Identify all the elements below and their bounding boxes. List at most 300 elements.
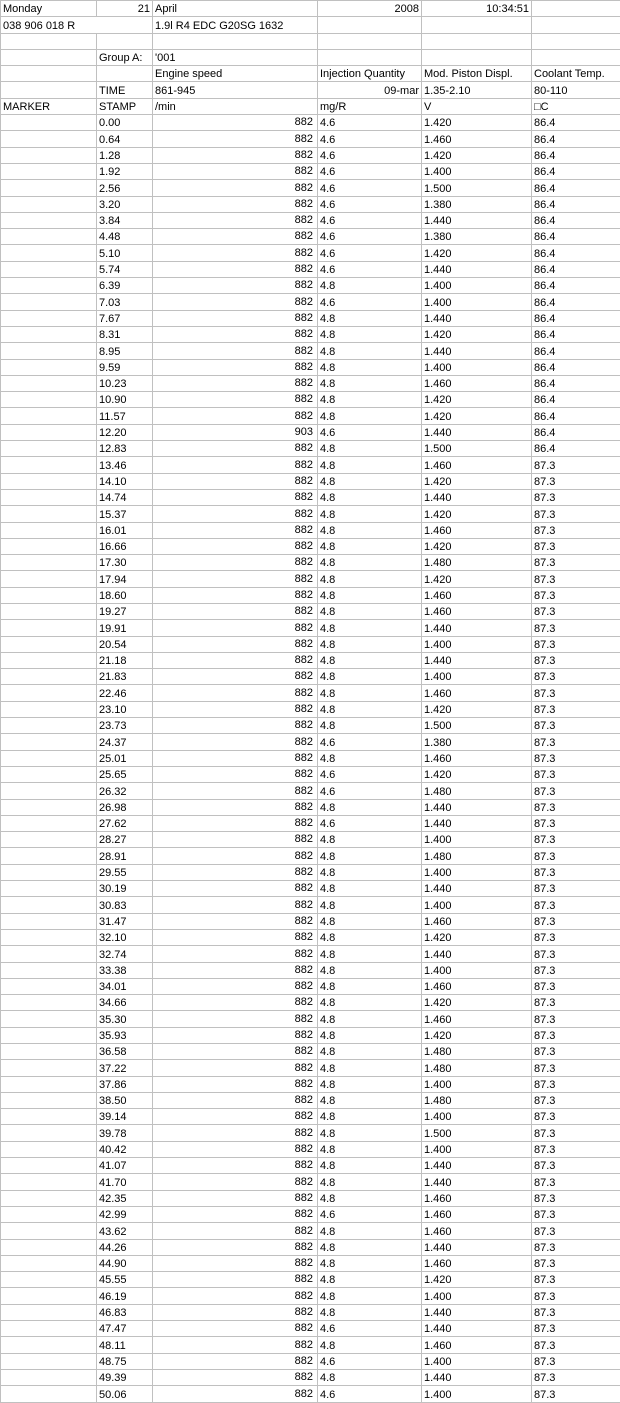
- marker-cell[interactable]: [1, 815, 97, 831]
- timestamp-cell[interactable]: 40.42: [97, 1141, 153, 1157]
- engine-speed-cell[interactable]: [153, 1027, 318, 1043]
- marker-cell[interactable]: [1, 1288, 97, 1304]
- injection-quantity-cell[interactable]: 4.8: [318, 1109, 422, 1125]
- coolant-temp-cell[interactable]: 87.3: [532, 783, 620, 799]
- coolant-temp-cell[interactable]: 86.4: [532, 408, 620, 424]
- piston-displacement-cell[interactable]: 1.380: [422, 229, 532, 245]
- empty-cell[interactable]: [318, 17, 422, 33]
- engine-speed-cell[interactable]: [153, 1158, 318, 1174]
- piston-displacement-cell[interactable]: 1.400: [422, 359, 532, 375]
- piston-displacement-cell[interactable]: 1.440: [422, 424, 532, 440]
- marker-cell[interactable]: [1, 375, 97, 391]
- coolant-temp-cell[interactable]: 87.3: [532, 1386, 620, 1402]
- marker-cell[interactable]: [1, 832, 97, 848]
- engine-speed-cell[interactable]: [153, 1255, 318, 1271]
- timestamp-cell[interactable]: 22.46: [97, 685, 153, 701]
- timestamp-cell[interactable]: 48.75: [97, 1353, 153, 1369]
- marker-cell[interactable]: [1, 783, 97, 799]
- engine-speed-cell[interactable]: [153, 848, 318, 864]
- coolant-temp-cell[interactable]: 86.4: [532, 424, 620, 440]
- marker-cell[interactable]: [1, 1044, 97, 1060]
- coolant-temp-cell[interactable]: 86.4: [532, 343, 620, 359]
- timestamp-cell[interactable]: 50.06: [97, 1386, 153, 1402]
- coolant-temp-cell[interactable]: 87.3: [532, 1223, 620, 1239]
- time-cell[interactable]: 10:34:51: [422, 1, 532, 17]
- injection-quantity-cell[interactable]: 4.8: [318, 929, 422, 945]
- coolant-temp-cell[interactable]: 87.3: [532, 1239, 620, 1255]
- injection-quantity-cell[interactable]: 4.8: [318, 652, 422, 668]
- injection-quantity-cell[interactable]: 4.8: [318, 669, 422, 685]
- timestamp-cell[interactable]: 18.60: [97, 587, 153, 603]
- engine-speed-cell[interactable]: [153, 473, 318, 489]
- injection-quantity-cell[interactable]: 4.6: [318, 229, 422, 245]
- piston-displacement-cell[interactable]: 1.460: [422, 522, 532, 538]
- empty-cell[interactable]: [1, 49, 97, 65]
- injection-quantity-cell[interactable]: 4.8: [318, 1369, 422, 1385]
- marker-cell[interactable]: [1, 522, 97, 538]
- engine-speed-cell[interactable]: [153, 294, 318, 310]
- piston-displacement-cell[interactable]: 1.420: [422, 473, 532, 489]
- timestamp-cell[interactable]: 28.27: [97, 832, 153, 848]
- empty-cell[interactable]: [97, 33, 153, 49]
- marker-cell[interactable]: [1, 196, 97, 212]
- marker-cell[interactable]: [1, 392, 97, 408]
- coolant-temp-cell[interactable]: 87.3: [532, 1158, 620, 1174]
- piston-displacement-cell[interactable]: 1.400: [422, 1141, 532, 1157]
- engine-speed-cell[interactable]: [153, 571, 318, 587]
- timestamp-cell[interactable]: 10.90: [97, 392, 153, 408]
- timestamp-cell[interactable]: 26.32: [97, 783, 153, 799]
- coolant-temp-cell[interactable]: 87.3: [532, 1304, 620, 1320]
- marker-cell[interactable]: [1, 1190, 97, 1206]
- piston-displacement-cell[interactable]: 1.440: [422, 1369, 532, 1385]
- piston-displacement-cell[interactable]: 1.500: [422, 441, 532, 457]
- marker-cell[interactable]: [1, 457, 97, 473]
- piston-displacement-cell[interactable]: 1.420: [422, 766, 532, 782]
- piston-displacement-cell[interactable]: 1.460: [422, 685, 532, 701]
- timestamp-cell[interactable]: 15.37: [97, 506, 153, 522]
- injection-quantity-cell[interactable]: 4.8: [318, 571, 422, 587]
- coolant-temp-cell[interactable]: 86.4: [532, 131, 620, 147]
- piston-displacement-cell[interactable]: 1.440: [422, 1158, 532, 1174]
- marker-cell[interactable]: [1, 163, 97, 179]
- piston-displacement-unit[interactable]: V: [422, 98, 532, 114]
- coolant-temp-cell[interactable]: 87.3: [532, 978, 620, 994]
- engine-speed-header[interactable]: Engine speed: [153, 66, 318, 82]
- coolant-temp-cell[interactable]: 87.3: [532, 620, 620, 636]
- coolant-temp-cell[interactable]: 87.3: [532, 1060, 620, 1076]
- coolant-temp-range[interactable]: 80-110: [532, 82, 620, 98]
- piston-displacement-cell[interactable]: 1.420: [422, 115, 532, 131]
- engine-speed-cell[interactable]: [153, 815, 318, 831]
- engine-speed-cell[interactable]: [153, 147, 318, 163]
- engine-speed-cell[interactable]: [153, 864, 318, 880]
- injection-quantity-cell[interactable]: 4.8: [318, 506, 422, 522]
- piston-displacement-cell[interactable]: 1.420: [422, 147, 532, 163]
- timestamp-cell[interactable]: 7.67: [97, 310, 153, 326]
- injection-quantity-cell[interactable]: 4.8: [318, 1027, 422, 1043]
- engine-speed-cell[interactable]: [153, 1174, 318, 1190]
- engine-speed-cell[interactable]: [153, 1011, 318, 1027]
- timestamp-cell[interactable]: 12.20: [97, 424, 153, 440]
- injection-quantity-cell[interactable]: 4.8: [318, 359, 422, 375]
- marker-cell[interactable]: [1, 1092, 97, 1108]
- marker-cell[interactable]: [1, 881, 97, 897]
- group-label-cell[interactable]: Group A:: [97, 49, 153, 65]
- injection-quantity-cell[interactable]: 4.6: [318, 261, 422, 277]
- injection-quantity-cell[interactable]: 4.8: [318, 1076, 422, 1092]
- coolant-temp-cell[interactable]: 87.3: [532, 864, 620, 880]
- coolant-temp-cell[interactable]: 87.3: [532, 1141, 620, 1157]
- empty-cell[interactable]: [532, 33, 620, 49]
- marker-cell[interactable]: [1, 1060, 97, 1076]
- engine-speed-cell[interactable]: [153, 1060, 318, 1076]
- marker-cell[interactable]: [1, 1141, 97, 1157]
- marker-cell[interactable]: [1, 848, 97, 864]
- timestamp-cell[interactable]: 6.39: [97, 278, 153, 294]
- piston-displacement-cell[interactable]: 1.420: [422, 571, 532, 587]
- timestamp-cell[interactable]: 16.66: [97, 538, 153, 554]
- coolant-temp-cell[interactable]: 87.3: [532, 1125, 620, 1141]
- engine-speed-cell[interactable]: [153, 603, 318, 619]
- engine-speed-cell[interactable]: [153, 1353, 318, 1369]
- injection-quantity-cell[interactable]: 4.8: [318, 848, 422, 864]
- timestamp-cell[interactable]: 30.19: [97, 881, 153, 897]
- empty-cell[interactable]: [1, 33, 97, 49]
- timestamp-cell[interactable]: 19.27: [97, 603, 153, 619]
- injection-quantity-cell[interactable]: 4.6: [318, 147, 422, 163]
- engine-speed-cell[interactable]: [153, 652, 318, 668]
- piston-displacement-cell[interactable]: 1.400: [422, 897, 532, 913]
- marker-cell[interactable]: [1, 115, 97, 131]
- marker-cell[interactable]: [1, 441, 97, 457]
- coolant-temp-header[interactable]: Coolant Temp.: [532, 66, 620, 82]
- marker-label-cell[interactable]: MARKER: [1, 98, 97, 114]
- engine-speed-cell[interactable]: [153, 718, 318, 734]
- timestamp-cell[interactable]: 3.84: [97, 212, 153, 228]
- engine-speed-cell[interactable]: [153, 1044, 318, 1060]
- injection-quantity-cell[interactable]: 4.8: [318, 522, 422, 538]
- coolant-temp-cell[interactable]: 86.4: [532, 261, 620, 277]
- coolant-temp-cell[interactable]: 87.3: [532, 457, 620, 473]
- timestamp-cell[interactable]: 5.74: [97, 261, 153, 277]
- engine-speed-cell[interactable]: [153, 1337, 318, 1353]
- injection-quantity-cell[interactable]: 4.8: [318, 538, 422, 554]
- engine-speed-cell[interactable]: [153, 408, 318, 424]
- timestamp-cell[interactable]: 41.07: [97, 1158, 153, 1174]
- engine-speed-cell[interactable]: [153, 669, 318, 685]
- injection-quantity-cell[interactable]: 4.8: [318, 1272, 422, 1288]
- injection-quantity-cell[interactable]: 4.8: [318, 392, 422, 408]
- timestamp-cell[interactable]: 4.48: [97, 229, 153, 245]
- marker-cell[interactable]: [1, 652, 97, 668]
- coolant-temp-cell[interactable]: 86.4: [532, 294, 620, 310]
- weekday-cell[interactable]: Monday: [1, 1, 97, 17]
- injection-quantity-cell[interactable]: 4.8: [318, 1304, 422, 1320]
- piston-displacement-cell[interactable]: 1.460: [422, 131, 532, 147]
- empty-cell[interactable]: [153, 33, 318, 49]
- engine-speed-cell[interactable]: [153, 326, 318, 342]
- piston-displacement-cell[interactable]: 1.440: [422, 620, 532, 636]
- marker-cell[interactable]: [1, 701, 97, 717]
- engine-speed-cell[interactable]: [153, 1125, 318, 1141]
- piston-displacement-cell[interactable]: 1.460: [422, 1255, 532, 1271]
- timestamp-cell[interactable]: 12.83: [97, 441, 153, 457]
- engine-speed-cell[interactable]: [153, 392, 318, 408]
- marker-cell[interactable]: [1, 897, 97, 913]
- engine-speed-cell[interactable]: [153, 1190, 318, 1206]
- marker-cell[interactable]: [1, 310, 97, 326]
- marker-cell[interactable]: [1, 1158, 97, 1174]
- piston-displacement-cell[interactable]: 1.420: [422, 1027, 532, 1043]
- timestamp-cell[interactable]: 34.01: [97, 978, 153, 994]
- engine-speed-cell[interactable]: [153, 1288, 318, 1304]
- year-cell[interactable]: 2008: [318, 1, 422, 17]
- piston-displacement-cell[interactable]: 1.440: [422, 1174, 532, 1190]
- timestamp-cell[interactable]: 47.47: [97, 1321, 153, 1337]
- timestamp-cell[interactable]: 17.94: [97, 571, 153, 587]
- coolant-temp-cell[interactable]: 87.3: [532, 685, 620, 701]
- injection-quantity-cell[interactable]: 4.6: [318, 766, 422, 782]
- piston-displacement-cell[interactable]: 1.440: [422, 212, 532, 228]
- coolant-temp-cell[interactable]: 87.3: [532, 701, 620, 717]
- timestamp-cell[interactable]: 34.66: [97, 995, 153, 1011]
- injection-quantity-cell[interactable]: 4.8: [318, 1158, 422, 1174]
- piston-displacement-cell[interactable]: 1.460: [422, 457, 532, 473]
- empty-cell[interactable]: [318, 49, 422, 65]
- piston-displacement-cell[interactable]: 1.460: [422, 1206, 532, 1222]
- engine-speed-cell[interactable]: [153, 962, 318, 978]
- injection-quantity-cell[interactable]: 4.8: [318, 718, 422, 734]
- marker-cell[interactable]: [1, 180, 97, 196]
- piston-displacement-cell[interactable]: 1.440: [422, 1304, 532, 1320]
- injection-quantity-cell[interactable]: 4.8: [318, 408, 422, 424]
- timestamp-cell[interactable]: 25.65: [97, 766, 153, 782]
- piston-displacement-cell[interactable]: 1.420: [422, 701, 532, 717]
- part-number-cell[interactable]: 038 906 018 R: [1, 17, 153, 33]
- marker-cell[interactable]: [1, 995, 97, 1011]
- coolant-temp-cell[interactable]: 87.3: [532, 1255, 620, 1271]
- timestamp-cell[interactable]: 23.73: [97, 718, 153, 734]
- piston-displacement-cell[interactable]: 1.460: [422, 978, 532, 994]
- timestamp-cell[interactable]: 1.92: [97, 163, 153, 179]
- timestamp-cell[interactable]: 19.91: [97, 620, 153, 636]
- engine-speed-cell[interactable]: [153, 799, 318, 815]
- engine-speed-cell[interactable]: [153, 555, 318, 571]
- marker-cell[interactable]: [1, 718, 97, 734]
- piston-displacement-cell[interactable]: 1.400: [422, 163, 532, 179]
- timestamp-cell[interactable]: 38.50: [97, 1092, 153, 1108]
- piston-displacement-cell[interactable]: 1.440: [422, 310, 532, 326]
- coolant-temp-cell[interactable]: 87.3: [532, 555, 620, 571]
- timestamp-cell[interactable]: 49.39: [97, 1369, 153, 1385]
- piston-displacement-cell[interactable]: 1.440: [422, 652, 532, 668]
- piston-displacement-cell[interactable]: 1.480: [422, 1060, 532, 1076]
- piston-displacement-cell[interactable]: 1.400: [422, 832, 532, 848]
- injection-quantity-cell[interactable]: 4.6: [318, 815, 422, 831]
- injection-quantity-cell[interactable]: 4.8: [318, 375, 422, 391]
- timestamp-cell[interactable]: 8.31: [97, 326, 153, 342]
- injection-quantity-cell[interactable]: 4.8: [318, 1044, 422, 1060]
- injection-quantity-cell[interactable]: 4.6: [318, 734, 422, 750]
- coolant-temp-cell[interactable]: 86.4: [532, 196, 620, 212]
- timestamp-cell[interactable]: 25.01: [97, 750, 153, 766]
- injection-quantity-cell[interactable]: 4.6: [318, 131, 422, 147]
- injection-quantity-cell[interactable]: 4.6: [318, 783, 422, 799]
- engine-speed-unit[interactable]: /min: [153, 98, 318, 114]
- engine-speed-cell[interactable]: [153, 995, 318, 1011]
- engine-speed-cell[interactable]: [153, 115, 318, 131]
- timestamp-cell[interactable]: 37.22: [97, 1060, 153, 1076]
- coolant-temp-cell[interactable]: 87.3: [532, 571, 620, 587]
- timestamp-cell[interactable]: 3.20: [97, 196, 153, 212]
- injection-quantity-cell[interactable]: 4.8: [318, 1223, 422, 1239]
- timestamp-cell[interactable]: 5.10: [97, 245, 153, 261]
- timestamp-cell[interactable]: 14.10: [97, 473, 153, 489]
- engine-speed-cell[interactable]: [153, 506, 318, 522]
- engine-speed-cell[interactable]: [153, 343, 318, 359]
- empty-cell[interactable]: [532, 17, 620, 33]
- marker-cell[interactable]: [1, 261, 97, 277]
- engine-speed-cell[interactable]: [153, 212, 318, 228]
- coolant-temp-cell[interactable]: 86.4: [532, 163, 620, 179]
- engine-speed-cell[interactable]: [153, 1272, 318, 1288]
- engine-speed-cell[interactable]: [153, 245, 318, 261]
- marker-cell[interactable]: [1, 587, 97, 603]
- engine-speed-cell[interactable]: [153, 587, 318, 603]
- marker-cell[interactable]: [1, 1304, 97, 1320]
- empty-cell[interactable]: [532, 1, 620, 17]
- engine-speed-cell[interactable]: [153, 359, 318, 375]
- marker-cell[interactable]: [1, 538, 97, 554]
- injection-quantity-cell[interactable]: 4.8: [318, 310, 422, 326]
- coolant-temp-cell[interactable]: 87.3: [532, 1321, 620, 1337]
- engine-speed-cell[interactable]: [153, 636, 318, 652]
- coolant-temp-cell[interactable]: 87.3: [532, 1044, 620, 1060]
- injection-quantity-cell[interactable]: 4.6: [318, 294, 422, 310]
- engine-speed-cell[interactable]: [153, 750, 318, 766]
- timestamp-cell[interactable]: 31.47: [97, 913, 153, 929]
- marker-cell[interactable]: [1, 1125, 97, 1141]
- marker-cell[interactable]: [1, 1206, 97, 1222]
- marker-cell[interactable]: [1, 1272, 97, 1288]
- coolant-temp-cell[interactable]: 87.3: [532, 1190, 620, 1206]
- timestamp-cell[interactable]: 42.99: [97, 1206, 153, 1222]
- injection-quantity-cell[interactable]: 4.6: [318, 196, 422, 212]
- injection-quantity-cell[interactable]: 4.6: [318, 115, 422, 131]
- time-label-cell[interactable]: TIME: [97, 82, 153, 98]
- marker-cell[interactable]: [1, 1174, 97, 1190]
- coolant-temp-cell[interactable]: 87.3: [532, 1174, 620, 1190]
- coolant-temp-cell[interactable]: 86.4: [532, 180, 620, 196]
- marker-cell[interactable]: [1, 1353, 97, 1369]
- injection-quantity-cell[interactable]: 4.8: [318, 1125, 422, 1141]
- timestamp-cell[interactable]: 14.74: [97, 489, 153, 505]
- marker-cell[interactable]: [1, 799, 97, 815]
- engine-speed-cell[interactable]: [153, 1092, 318, 1108]
- marker-cell[interactable]: [1, 245, 97, 261]
- timestamp-cell[interactable]: 27.62: [97, 815, 153, 831]
- timestamp-cell[interactable]: 17.30: [97, 555, 153, 571]
- injection-quantity-cell[interactable]: 4.8: [318, 636, 422, 652]
- piston-displacement-cell[interactable]: 1.440: [422, 343, 532, 359]
- marker-cell[interactable]: [1, 1011, 97, 1027]
- injection-quantity-cell[interactable]: 4.8: [318, 685, 422, 701]
- coolant-temp-cell[interactable]: 87.3: [532, 913, 620, 929]
- engine-speed-cell[interactable]: [153, 278, 318, 294]
- piston-displacement-cell[interactable]: 1.420: [422, 326, 532, 342]
- engine-speed-cell[interactable]: [153, 131, 318, 147]
- coolant-temp-cell[interactable]: 87.3: [532, 669, 620, 685]
- engine-description-cell[interactable]: 1.9l R4 EDC G20SG 1632: [153, 17, 318, 33]
- engine-speed-cell[interactable]: [153, 457, 318, 473]
- marker-cell[interactable]: [1, 929, 97, 945]
- coolant-temp-cell[interactable]: 87.3: [532, 815, 620, 831]
- marker-cell[interactable]: [1, 685, 97, 701]
- piston-displacement-cell[interactable]: 1.380: [422, 196, 532, 212]
- coolant-temp-cell[interactable]: 87.3: [532, 995, 620, 1011]
- piston-displacement-cell[interactable]: 1.400: [422, 669, 532, 685]
- timestamp-cell[interactable]: 21.83: [97, 669, 153, 685]
- timestamp-cell[interactable]: 46.19: [97, 1288, 153, 1304]
- coolant-temp-cell[interactable]: 87.3: [532, 1092, 620, 1108]
- timestamp-cell[interactable]: 32.10: [97, 929, 153, 945]
- engine-speed-cell[interactable]: [153, 897, 318, 913]
- coolant-temp-cell[interactable]: 87.3: [532, 652, 620, 668]
- engine-speed-cell[interactable]: [153, 913, 318, 929]
- piston-displacement-cell[interactable]: 1.440: [422, 489, 532, 505]
- injection-quantity-cell[interactable]: 4.8: [318, 701, 422, 717]
- coolant-temp-cell[interactable]: 87.3: [532, 1206, 620, 1222]
- marker-cell[interactable]: [1, 1239, 97, 1255]
- marker-cell[interactable]: [1, 734, 97, 750]
- injection-quantity-cell[interactable]: 4.8: [318, 864, 422, 880]
- injection-quantity-cell[interactable]: 4.8: [318, 750, 422, 766]
- engine-speed-cell[interactable]: [153, 1206, 318, 1222]
- coolant-temp-cell[interactable]: 87.3: [532, 506, 620, 522]
- injection-quantity-cell[interactable]: 4.8: [318, 913, 422, 929]
- engine-speed-cell[interactable]: [153, 620, 318, 636]
- timestamp-cell[interactable]: 39.14: [97, 1109, 153, 1125]
- marker-cell[interactable]: [1, 1337, 97, 1353]
- injection-quantity-cell[interactable]: 4.6: [318, 212, 422, 228]
- injection-quantity-cell[interactable]: 4.8: [318, 962, 422, 978]
- engine-speed-cell[interactable]: [153, 946, 318, 962]
- timestamp-cell[interactable]: 9.59: [97, 359, 153, 375]
- date-number-cell[interactable]: 21: [97, 1, 153, 17]
- piston-displacement-cell[interactable]: 1.500: [422, 718, 532, 734]
- piston-displacement-cell[interactable]: 1.480: [422, 783, 532, 799]
- marker-cell[interactable]: [1, 555, 97, 571]
- engine-speed-cell[interactable]: [153, 441, 318, 457]
- coolant-temp-cell[interactable]: 87.3: [532, 1109, 620, 1125]
- piston-displacement-cell[interactable]: 1.460: [422, 750, 532, 766]
- marker-cell[interactable]: [1, 1321, 97, 1337]
- piston-displacement-cell[interactable]: 1.440: [422, 946, 532, 962]
- engine-speed-cell[interactable]: [153, 1076, 318, 1092]
- empty-cell[interactable]: [532, 49, 620, 65]
- group-value-cell[interactable]: '001: [153, 49, 318, 65]
- empty-cell[interactable]: [422, 17, 532, 33]
- marker-cell[interactable]: [1, 408, 97, 424]
- timestamp-cell[interactable]: 46.83: [97, 1304, 153, 1320]
- piston-displacement-cell[interactable]: 1.500: [422, 1125, 532, 1141]
- coolant-temp-cell[interactable]: 87.3: [532, 750, 620, 766]
- marker-cell[interactable]: [1, 1076, 97, 1092]
- coolant-temp-cell[interactable]: 86.4: [532, 326, 620, 342]
- timestamp-cell[interactable]: 23.10: [97, 701, 153, 717]
- injection-quantity-cell[interactable]: 4.6: [318, 424, 422, 440]
